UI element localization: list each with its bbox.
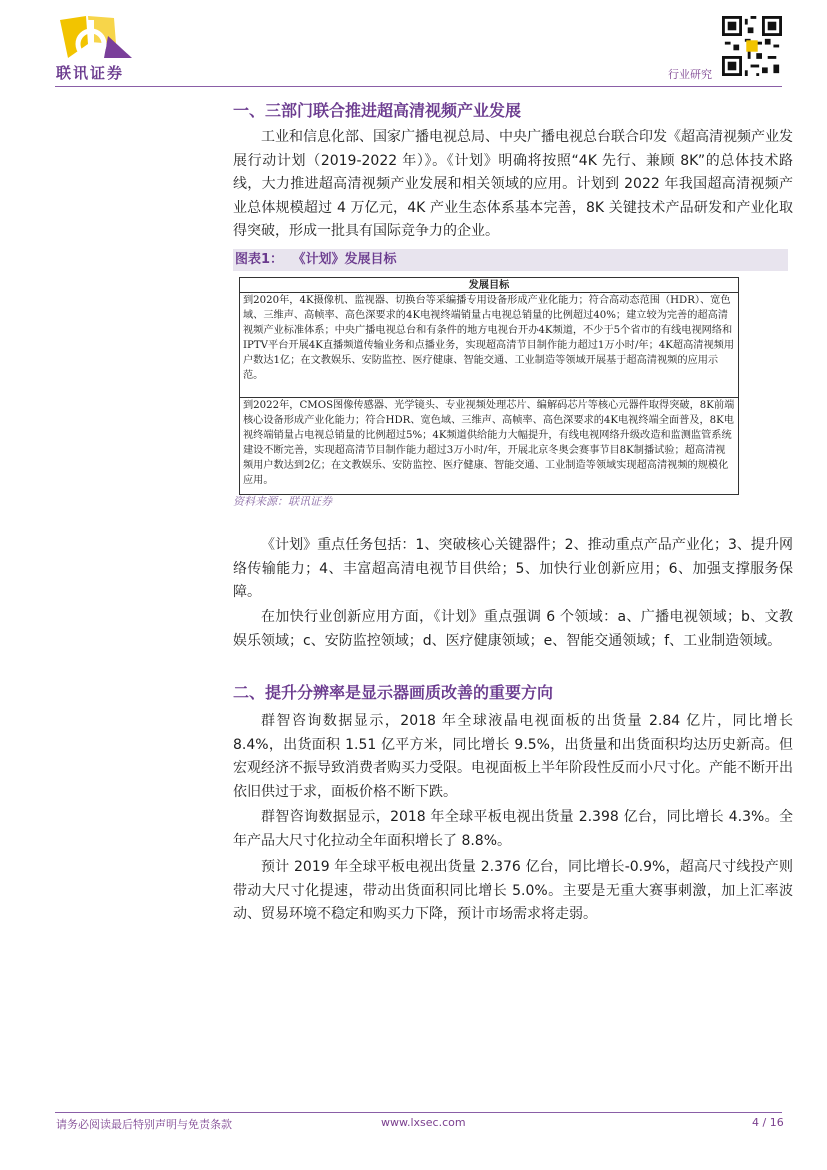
qr-code-icon — [722, 16, 782, 76]
section-heading-1: 一、三部门联合推进超高清视频产业发展 — [233, 101, 522, 120]
brand-name: 联讯证券 — [56, 64, 125, 82]
header-divider — [55, 86, 782, 87]
goals-table — [239, 277, 739, 495]
footer-disclaimer-link[interactable]: 请务必阅读最后特别声明与免责条款 — [56, 1118, 232, 1131]
section-label: 行业研究 — [668, 68, 712, 81]
figure-title-bar — [233, 249, 788, 271]
paragraph: 预计 2019 年全球平板电视出货量 2.376 亿台，同比增长-0.9%，超高尺寸线投产则带动大尺寸化提速，带动出货面积同比增长 5.0%。主要是无重大赛事刺激，加上汇率波动、贸易环境不稳定和购买力下降，预计市场需求将走弱。 — [233, 859, 793, 922]
table-row: 到2020年，4K摄像机、监视器、切换台等采编播专用设备形成产业化能力；符合高动态范围（HDR）、宽色域、三维声、高帧率、高色深要求的4K电视终端销量占电视总销量的比例超过40%；建立较为完善的超高清视频产业标准体系；中央广播电视总台和有条件的地方电视台开办4K频道，不少于5个省市的有线电视网络和IPTV平台开展4K直播频道传输业务和点播业务，实现超高清节目制作能力超过1万小时/年；4K超高清视频用户数达1亿；在文教娱乐、安防监控、医疗健康、智能交通、工业制造等领域开展基于超高清视频的应用示范。 — [240, 293, 738, 398]
company-logo-icon — [58, 14, 138, 60]
footer-divider — [55, 1112, 782, 1113]
section-heading-2: 二、提升分辨率是显示器画质改善的重要方向 — [233, 683, 554, 702]
figure-label: 图表1： — [235, 252, 284, 267]
paragraph: 工业和信息化部、国家广播电视总局、中央广播电视总台联合印发《超高清视频产业发展行动计划（2019-2022 年）》。《计划》明确将按照“4K 先行、兼顾 8K”的总体技术路线，大力推进超高清视频产业发展和相关领域的应用。计划到 2022 年我国超高清视频产业总体规模超过 4 万亿元，4K 产业生态体系基本完善，8K 关键技术产品研发和产业化取得突破，形成一批具有国际竞争力的企业。 — [233, 129, 793, 239]
paragraph: 《计划》重点任务包括：1、突破核心关键器件；2、推动重点产品产业化；3、提升网络传输能力；4、丰富超高清电视节目供给；5、加快行业创新应用；6、加强支撑服务保障。 — [233, 537, 793, 600]
paragraph: 群智咨询数据显示，2018 年全球平板电视出货量 2.398 亿台，同比增长 4.3%。全年产品大尺寸化拉动全年面积增长了 8.8%。 — [233, 809, 793, 849]
footer-website-link[interactable]: www.lxsec.com — [381, 1116, 466, 1129]
paragraph: 在加快行业创新应用方面，《计划》重点强调 6 个领域：a、广播电视领域；b、文教娱乐领域；c、安防监控领域；d、医疗健康领域；e、智能交通领域；f、工业制造领域。 — [233, 609, 793, 649]
page-number: 4 / 16 — [752, 1116, 784, 1129]
table-header: 发展目标 — [240, 278, 738, 293]
figure-source: 资料来源：联讯证券 — [233, 495, 332, 508]
figure-title: 《计划》发展目标 — [299, 252, 397, 267]
table-row: 到2022年，CMOS图像传感器、光学镜头、专业视频处理芯片、编解码芯片等核心元器件取得突破，8K前端核心设备形成产业化能力；符合HDR、宽色域、三维声、高帧率、高色深要求的4K电视终端全面普及，8K电视终端销量占电视总销量的比例超过5%；4K频道供给能力大幅提升，有线电视网络升级改造和监测监管系统建设不断完善，实现超高清节目制作能力超过3万小时/年，开展北京冬奥会赛事节目8K制播试验；超高清视频用户数达到2亿；在文教娱乐、安防监控、医疗健康、智能交通、工业制造等领域实现超高清视频的规模化应用。 — [243, 400, 735, 486]
paragraph: 群智咨询数据显示，2018 年全球液晶电视面板的出货量 2.84 亿片，同比增长 8.4%，出货面积 1.51 亿平方米，同比增长 9.5%，出货量和出货面积均达历史新高。但宏观经济不振导致消费者购买力受限。电视面板上半年阶段性反而小尺寸化。产能不断开出依旧供过于求，面板价格不断下跌。 — [233, 713, 793, 800]
